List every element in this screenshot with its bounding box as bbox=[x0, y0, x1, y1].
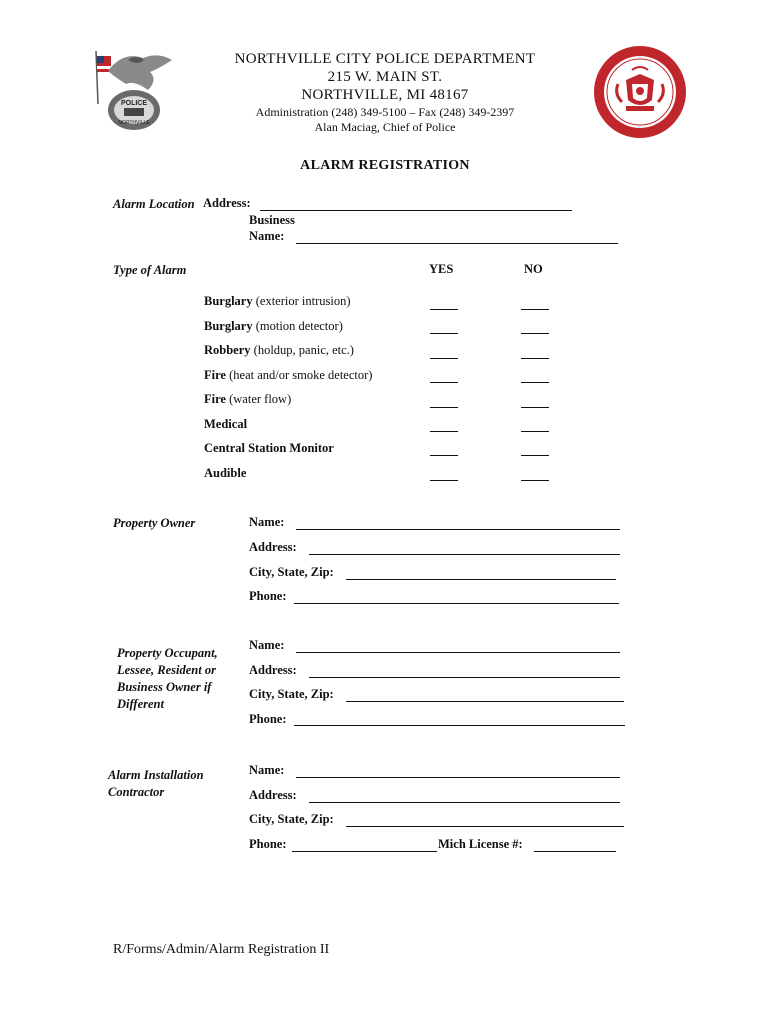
owner-city-label: City, State, Zip: bbox=[249, 565, 334, 579]
contractor-address-field[interactable] bbox=[309, 802, 620, 803]
header-line-5: Alan Maciag, Chief of Police bbox=[314, 120, 456, 134]
contractor-phone-label: Phone: bbox=[249, 837, 287, 851]
form-footer: R/Forms/Admin/Alarm Registration II bbox=[113, 942, 330, 957]
alarm-yes-blank[interactable] bbox=[430, 431, 458, 432]
location-address-label: Address: bbox=[203, 196, 251, 210]
contractor-phone-field[interactable] bbox=[292, 851, 437, 852]
header-line-2: 215 W. MAIN ST. bbox=[327, 69, 443, 85]
alarm-type-item: Robbery (holdup, panic, etc.) bbox=[204, 343, 354, 357]
badge-text: POLICE bbox=[120, 100, 148, 107]
occupant-city-field[interactable] bbox=[346, 701, 624, 702]
contractor-address-label: Address: bbox=[249, 788, 297, 802]
alarm-no-blank[interactable] bbox=[521, 455, 549, 456]
occupant-phone-field[interactable] bbox=[294, 725, 625, 726]
alarm-no-blank[interactable] bbox=[521, 407, 549, 408]
contractor-city-label: City, State, Zip: bbox=[249, 812, 334, 826]
alarm-type-item: Fire (heat and/or smoke detector) bbox=[204, 368, 373, 382]
alarm-yes-blank[interactable] bbox=[430, 407, 458, 408]
contractor-name-label: Name: bbox=[249, 763, 285, 777]
alarm-type-item: Burglary (exterior intrusion) bbox=[204, 294, 351, 308]
contractor-city-field[interactable] bbox=[346, 826, 624, 827]
alarm-type-item: Audible bbox=[204, 466, 247, 480]
owner-address-field[interactable] bbox=[309, 554, 620, 555]
alarm-type-item: Central Station Monitor bbox=[204, 441, 334, 455]
section-property-owner: Property Owner bbox=[113, 516, 196, 530]
business-name-label: Name: bbox=[249, 229, 285, 243]
alarm-no-blank[interactable] bbox=[521, 333, 549, 334]
section-type-of-alarm: Type of Alarm bbox=[113, 263, 187, 277]
alarm-yes-blank[interactable] bbox=[430, 455, 458, 456]
owner-city-field[interactable] bbox=[346, 579, 616, 580]
owner-name-field[interactable] bbox=[296, 529, 620, 530]
business-label: Business bbox=[249, 213, 295, 227]
business-name-field[interactable] bbox=[296, 243, 618, 244]
alarm-no-blank[interactable] bbox=[521, 382, 549, 383]
alarm-yes-blank[interactable] bbox=[430, 382, 458, 383]
header-line-1: NORTHVILLE CITY POLICE DEPARTMENT bbox=[234, 51, 536, 67]
owner-address-label: Address: bbox=[249, 540, 297, 554]
badge-text-2: NORTHVILLE bbox=[118, 120, 150, 126]
city-seal-logo bbox=[592, 44, 688, 140]
occupant-phone-label: Phone: bbox=[249, 712, 287, 726]
section-alarm-contractor: Alarm Installation Contractor bbox=[108, 768, 204, 799]
alarm-type-item: Fire (water flow) bbox=[204, 392, 292, 406]
no-column-header: NO bbox=[524, 262, 543, 276]
alarm-type-item: Medical bbox=[204, 417, 248, 431]
form-title: ALARM REGISTRATION bbox=[300, 158, 470, 173]
owner-phone-field[interactable] bbox=[294, 603, 619, 604]
contractor-license-field[interactable] bbox=[534, 851, 616, 852]
yes-column-header: YES bbox=[429, 262, 454, 276]
occupant-name-label: Name: bbox=[249, 638, 285, 652]
section-alarm-location: Alarm Location bbox=[113, 197, 195, 211]
location-address-field[interactable] bbox=[260, 210, 572, 211]
alarm-type-item: Burglary (motion detector) bbox=[204, 319, 343, 333]
alarm-yes-blank[interactable] bbox=[430, 309, 458, 310]
occupant-address-label: Address: bbox=[249, 663, 297, 677]
contractor-name-field[interactable] bbox=[296, 777, 620, 778]
alarm-yes-blank[interactable] bbox=[430, 333, 458, 334]
section-property-occupant: Property Occupant, Lessee, Resident or Business Owner if Different bbox=[117, 646, 218, 711]
occupant-city-label: City, State, Zip: bbox=[249, 687, 334, 701]
contractor-license-label: Mich License #: bbox=[438, 837, 523, 851]
alarm-no-blank[interactable] bbox=[521, 431, 549, 432]
alarm-no-blank[interactable] bbox=[521, 309, 549, 310]
header-line-3: NORTHVILLE, MI 48167 bbox=[301, 87, 469, 103]
occupant-address-field[interactable] bbox=[309, 677, 620, 678]
alarm-yes-blank[interactable] bbox=[430, 358, 458, 359]
owner-phone-label: Phone: bbox=[249, 589, 287, 603]
alarm-no-blank[interactable] bbox=[521, 358, 549, 359]
occupant-name-field[interactable] bbox=[296, 652, 620, 653]
alarm-yes-blank[interactable] bbox=[430, 480, 458, 481]
header-line-4: Administration (248) 349-5100 – Fax (248) 349-2397 bbox=[255, 105, 515, 119]
alarm-no-blank[interactable] bbox=[521, 480, 549, 481]
owner-name-label: Name: bbox=[249, 515, 285, 529]
